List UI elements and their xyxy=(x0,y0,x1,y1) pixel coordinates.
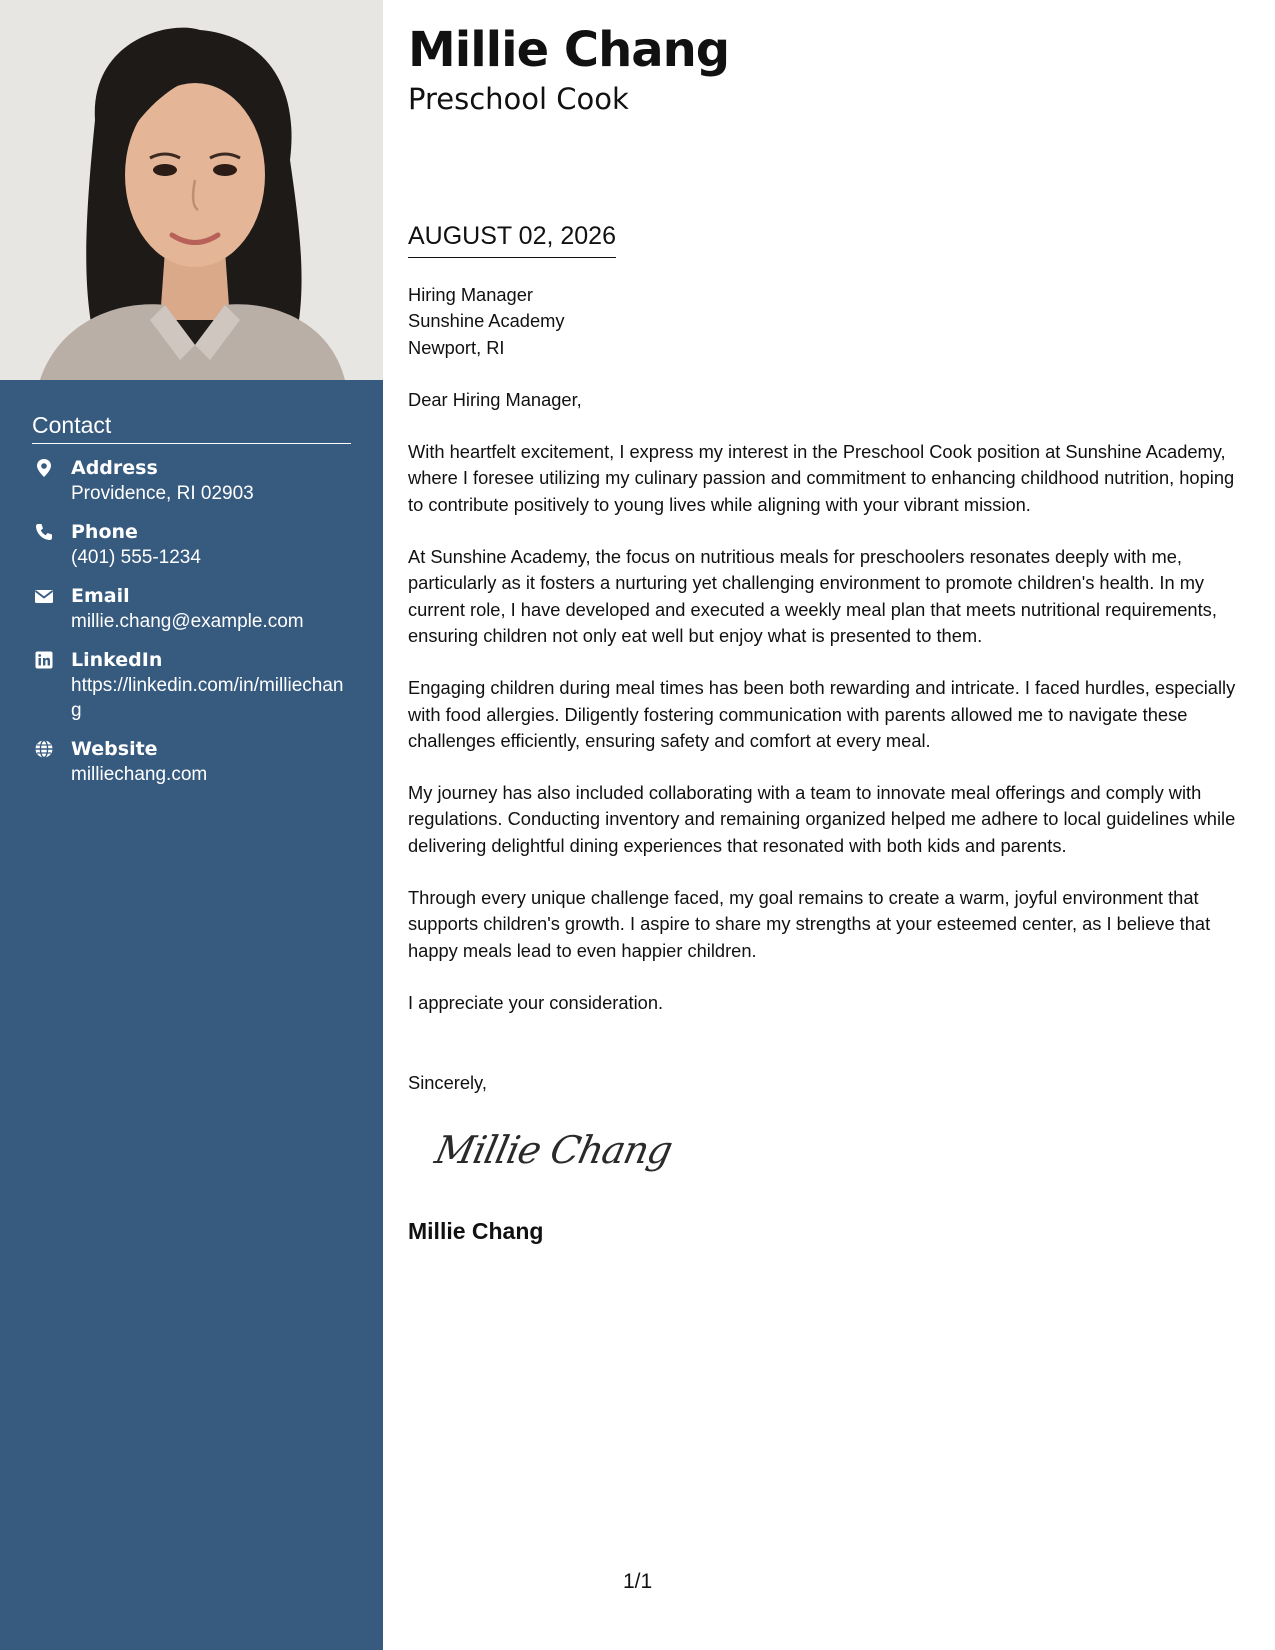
salutation: Dear Hiring Manager, xyxy=(408,388,582,410)
contact-item-website xyxy=(32,737,351,787)
contact-label: Phone xyxy=(71,521,138,543)
letter-paragraph: I appreciate your consideration. xyxy=(408,991,664,1013)
signature: Millie Chang xyxy=(431,1128,676,1172)
map-pin-icon xyxy=(34,458,54,478)
globe-icon xyxy=(34,739,54,759)
recipient-line: Newport, RI xyxy=(408,336,505,358)
recipient-line: Sunshine Academy xyxy=(408,310,565,332)
contact-value[interactable]: millie.chang@example.com xyxy=(71,611,304,632)
contact-label: Website xyxy=(71,738,158,760)
contact-value[interactable]: milliechang.com xyxy=(71,764,208,785)
contact-label: Address xyxy=(71,457,158,479)
job-title: Preschool Cook xyxy=(408,82,629,116)
letter-paragraph: Engaging children during meal times has been both rewarding and intricate. I faced hurdles, especially with food allergies. Diligently fostering communication with parents allowed me to navigate these challenges efficiently, ensuring safety and comfort at every meal. xyxy=(408,677,1236,751)
sidebar xyxy=(0,0,383,1650)
signer-name: Millie Chang xyxy=(408,1218,544,1244)
closing: Sincerely, xyxy=(408,1072,487,1094)
contact-value: Providence, RI 02903 xyxy=(71,483,254,504)
date-block xyxy=(408,222,616,258)
contact-label: LinkedIn xyxy=(71,649,163,671)
contact-value: (401) 555-1234 xyxy=(71,547,201,568)
profile-photo xyxy=(0,0,383,380)
envelope-icon xyxy=(34,586,54,606)
contact-label: Email xyxy=(71,585,130,607)
contact-item-email xyxy=(32,584,351,634)
recipient-block xyxy=(408,282,1253,361)
letter-paragraph: At Sunshine Academy, the focus on nutritious meals for preschoolers resonates deeply with me, particularly as it fosters a nurturing yet challenging environment to promote children's health. In my current role, I have developed and executed a weekly meal plan that meets nutritional requirements, ensuring children not only eat well but enjoy what is presented to them. xyxy=(408,546,1217,646)
contact-heading: Contact xyxy=(32,412,351,444)
contact-item-phone xyxy=(32,520,351,570)
letter-paragraph: My journey has also included collaborating with a team to innovate meal offerings and comply with regulations. Conducting inventory and remaining organized helped me adhere to local guidelines while delivering delightful dining experiences that resonated with both kids and parents. xyxy=(408,782,1236,856)
applicant-name: Millie Chang xyxy=(408,22,730,78)
portrait-illustration xyxy=(0,0,383,380)
letter-date: AUGUST 02, 2026 xyxy=(408,222,616,250)
page-number: 1/1 xyxy=(623,1570,653,1593)
recipient-line: Hiring Manager xyxy=(408,284,533,305)
contact-item-address xyxy=(32,456,351,506)
letter-paragraph: With heartfelt excitement, I express my interest in the Preschool Cook position at Sunshine Academy, where I foresee utilizing my culinary passion and commitment to enhancing childhood nutrition, hoping to contribute positively to young lives while aligning with your vibrant mission. xyxy=(408,441,1235,515)
contact-section xyxy=(32,412,351,801)
contact-value[interactable]: https://linkedin.com/in/milliechang xyxy=(71,675,344,721)
phone-icon xyxy=(34,522,54,542)
linkedin-icon xyxy=(34,650,54,670)
contact-list xyxy=(32,456,351,787)
letter-body xyxy=(408,282,1253,1123)
contact-item-linkedin xyxy=(32,648,351,723)
letter-paragraph: Through every unique challenge faced, my goal remains to create a warm, joyful environment that supports children's growth. I aspire to share my strengths at your esteemed center, as I believe that happy meals lead to even happier children. xyxy=(408,887,1211,961)
